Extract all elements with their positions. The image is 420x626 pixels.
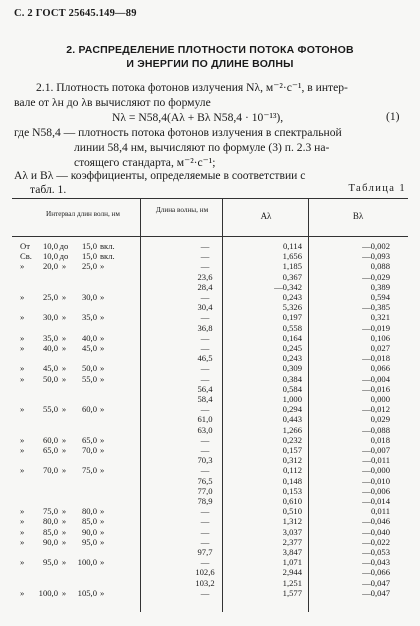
interval-prefix: » [20,516,25,527]
interval-to: 50,0 [81,363,97,374]
a-coefficient-cell: 0,114 [282,241,302,251]
interval-to-word: до [59,241,69,251]
table-row [12,496,408,506]
table-row [12,557,408,567]
b-coefficient-cell: 0,088 [370,261,390,272]
table-row [12,374,408,384]
table-label: Таблица 1 [348,183,406,194]
interval-to: 45,0 [81,343,97,353]
interval-from: 45,0 [42,363,58,374]
interval-to-word: » [61,557,67,568]
header-interval: Интервал длин волн, нм [46,210,120,218]
interval-prefix: » [20,465,25,476]
a-coefficient-cell: 0,610 [282,496,302,506]
table-row [12,414,408,424]
table-row [12,384,408,394]
a-coefficient-cell: 0,243 [282,292,302,302]
interval-suffix: » [100,261,105,272]
interval-to-word: » [61,445,67,455]
wavelength-cell: — [200,434,210,445]
wavelength-cell: — [200,536,210,547]
wavelength-cell: — [200,312,210,323]
interval-to: 40,0 [81,332,97,343]
table-row [12,323,408,333]
interval-prefix: » [20,373,25,384]
wavelength-cell: — [200,445,210,455]
table-row [12,567,408,577]
interval-from: 40,0 [42,343,58,353]
wavelength-cell: 58,4 [197,394,213,404]
wavelength-cell: 97,7 [197,547,213,557]
interval-suffix: » [100,343,105,353]
formula-1: Nλ = N58,4(Aλ + Bλ N58,4 · 10⁻¹³), [112,111,284,124]
b-coefficient-cell: —0,385 [362,302,390,313]
interval-from: 80,0 [42,516,58,527]
b-coefficient-cell: —0,011 [362,455,390,466]
b-coefficient-cell: —0,066 [362,567,390,578]
interval-to: 25,0 [81,261,97,272]
table-row [12,455,408,465]
b-coefficient-cell: —0,040 [362,526,390,537]
b-coefficient-cell: —0,006 [362,485,390,496]
interval-to: 70,0 [81,445,97,455]
interval-prefix: » [20,261,25,272]
wavelength-cell: — [200,506,210,517]
a-coefficient-cell: 0,510 [282,506,302,517]
wavelength-cell: — [200,526,210,537]
a-coefficient-cell: 0,164 [282,332,302,343]
a-coefficient-cell: 0,112 [282,465,302,476]
table-row [12,343,408,353]
table-row [12,302,408,312]
interval-to: 100,0 [77,557,97,568]
a-coefficient-cell: 0,232 [282,434,302,445]
table-header-rule [12,236,408,237]
b-coefficient-cell: 0,594 [370,292,390,302]
header-a: Aλ [260,211,272,221]
table-row [12,292,408,302]
b-coefficient-cell: —0,014 [362,496,390,506]
interval-prefix: » [20,587,25,598]
b-coefficient-cell: —0,016 [362,383,390,394]
a-coefficient-cell: 1,656 [282,251,302,262]
wavelength-cell: 30,4 [197,302,213,313]
interval-to: 75,0 [81,465,97,476]
interval-prefix: » [20,557,25,568]
where-line-5: табл. 1. [30,183,67,196]
a-coefficient-cell: 0,443 [282,414,302,425]
interval-suffix: » [100,445,105,455]
interval-to-word: » [61,373,67,384]
wavelength-cell: — [200,251,210,262]
interval-to-word: » [61,516,67,527]
table-row [12,547,408,557]
a-coefficient-cell: 3,037 [282,526,302,537]
table-row [12,486,408,496]
wavelength-cell: 56,4 [197,383,213,394]
interval-from: 10,0 [42,241,58,251]
a-coefficient-cell: —0,342 [274,281,302,292]
b-coefficient-cell: —0,019 [362,322,390,333]
wavelength-cell: — [200,261,210,272]
a-coefficient-cell: 0,312 [282,455,302,466]
b-coefficient-cell: 0,027 [370,343,390,353]
a-coefficient-cell: 0,309 [282,363,302,374]
b-coefficient-cell: —0,053 [362,547,390,557]
b-coefficient-cell: 0,000 [370,394,390,404]
interval-to-word: » [61,404,67,415]
wavelength-cell: 36,8 [197,322,213,333]
a-coefficient-cell: 1,071 [282,557,302,568]
wavelength-cell: — [200,373,210,384]
a-coefficient-cell: 0,558 [282,322,302,333]
table-row [12,527,408,537]
a-coefficient-cell: 1,000 [282,394,302,404]
b-coefficient-cell: 0,321 [370,312,390,323]
interval-from: 100,0 [38,587,58,598]
interval-to-word: » [61,526,67,537]
where-line-2: линии 58,4 нм, вычисляют по формуле (3) п. 2.3 на- [74,141,330,154]
a-coefficient-cell: 1,312 [282,516,302,527]
a-coefficient-cell: 0,197 [282,312,302,323]
wavelength-cell: 70,3 [197,455,213,466]
b-coefficient-cell: 0,066 [370,363,390,374]
wavelength-cell: 102,6 [195,567,215,578]
b-coefficient-cell: —0,029 [362,271,390,282]
table-row [12,435,408,445]
interval-suffix: » [100,373,105,384]
interval-suffix: » [100,434,105,445]
b-coefficient-cell: 0,106 [370,332,390,343]
a-coefficient-cell: 3,847 [282,547,302,557]
a-coefficient-cell: 0,584 [282,383,302,394]
table-row [12,506,408,516]
interval-suffix: » [100,465,105,476]
interval-from: 50,0 [42,373,58,384]
wavelength-cell: — [200,241,210,251]
interval-suffix: » [100,312,105,323]
interval-from: 25,0 [42,292,58,302]
table-row [12,404,408,414]
a-coefficient-cell: 0,157 [282,445,302,455]
b-coefficient-cell: —0,088 [362,424,390,435]
interval-prefix: » [20,363,25,374]
interval-prefix: » [20,332,25,343]
b-coefficient-cell: —0,007 [362,445,390,455]
a-coefficient-cell: 0,294 [282,404,302,415]
table-row [12,363,408,373]
interval-to-word: » [61,312,67,323]
b-coefficient-cell: —0,043 [362,557,390,568]
a-coefficient-cell: 1,577 [282,587,302,598]
table-row [12,353,408,363]
interval-prefix: » [20,526,25,537]
a-coefficient-cell: 0,245 [282,343,302,353]
a-coefficient-cell: 5,326 [282,302,302,313]
wavelength-cell: 76,5 [197,475,213,486]
interval-from: 55,0 [42,404,58,415]
b-coefficient-cell: —0,047 [362,577,390,588]
table-row [12,425,408,435]
interval-suffix: вкл. [100,251,115,262]
interval-suffix: » [100,587,105,598]
b-coefficient-cell: —0,012 [362,404,390,415]
b-coefficient-cell: —0,010 [362,475,390,486]
interval-to-word: » [61,506,67,517]
table-row [12,241,408,251]
wavelength-cell: 46,5 [197,353,213,364]
interval-to-word: » [61,587,67,598]
wavelength-cell: 78,9 [197,496,213,506]
formula-number: (1) [386,110,400,123]
interval-to: 90,0 [81,526,97,537]
interval-suffix: » [100,557,105,568]
interval-to: 15,0 [81,251,97,262]
interval-prefix: » [20,404,25,415]
where-line-3: стоящего стандарта, м⁻²·с⁻¹; [74,156,216,169]
wavelength-cell: — [200,292,210,302]
a-coefficient-cell: 0,384 [282,373,302,384]
interval-to-word: » [61,292,67,302]
table-row [12,312,408,322]
b-coefficient-cell: 0,029 [370,414,390,425]
interval-prefix: » [20,312,25,323]
interval-to: 80,0 [81,506,97,517]
wavelength-cell: 63,0 [197,424,213,435]
interval-prefix: » [20,445,25,455]
interval-to: 35,0 [81,312,97,323]
interval-from: 10,0 [42,251,58,262]
interval-to-word: » [61,434,67,445]
interval-suffix: » [100,526,105,537]
wavelength-cell: — [200,343,210,353]
interval-prefix: » [20,292,25,302]
interval-to-word: » [61,465,67,476]
interval-from: 75,0 [42,506,58,517]
interval-to: 85,0 [81,516,97,527]
where-line-1: где N58,4 — плотность потока фотонов излучения в спектральной [14,126,342,139]
interval-suffix: » [100,332,105,343]
interval-to: 55,0 [81,373,97,384]
b-coefficient-cell: —0,000 [362,465,390,476]
table-row [12,476,408,486]
interval-from: 30,0 [42,312,58,323]
a-coefficient-cell: 2,377 [282,536,302,547]
wavelength-cell: 77,0 [197,485,213,496]
a-coefficient-cell: 1,185 [282,261,302,272]
a-coefficient-cell: 1,266 [282,424,302,435]
interval-from: 35,0 [42,332,58,343]
interval-to-word: » [61,261,67,272]
wavelength-cell: 28,4 [197,281,213,292]
a-coefficient-cell: 0,153 [282,485,302,496]
interval-from: 85,0 [42,526,58,537]
interval-prefix: От [20,241,30,251]
interval-prefix: » [20,434,25,445]
wavelength-cell: 23,6 [197,271,213,282]
interval-from: 70,0 [42,465,58,476]
interval-suffix: » [100,516,105,527]
paragraph-line-1: 2.1. Плотность потока фотонов излучения Nλ, м⁻²·с⁻¹, в интер- [36,81,348,94]
interval-prefix: » [20,536,25,547]
table-row [12,261,408,271]
interval-prefix: Св. [20,251,32,262]
interval-to-word: » [61,536,67,547]
table-row [12,251,408,261]
table-row [12,394,408,404]
where-line-4: Aλ и Bλ — коэффициенты, определяемые в соответствии с [14,169,306,182]
interval-suffix: » [100,363,105,374]
section-title-line-1: 2. РАСПРЕДЕЛЕНИЕ ПЛОТНОСТИ ПОТОКА ФОТОНОВ [66,44,354,56]
table-row [12,333,408,343]
b-coefficient-cell: —0,002 [362,241,390,251]
b-coefficient-cell: 0,389 [370,281,390,292]
b-coefficient-cell: —0,093 [362,251,390,262]
table-row [12,588,408,598]
a-coefficient-cell: 2,944 [282,567,302,578]
a-coefficient-cell: 0,367 [282,271,302,282]
b-coefficient-cell: —0,018 [362,353,390,364]
interval-to: 105,0 [77,587,97,598]
b-coefficient-cell: 0,018 [370,434,390,445]
b-coefficient-cell: —0,046 [362,516,390,527]
interval-from: 65,0 [42,445,58,455]
header-b: Bλ [352,211,364,221]
wavelength-cell: — [200,587,210,598]
interval-to: 60,0 [81,404,97,415]
section-title-line-2: И ЭНЕРГИИ ПО ДЛИНЕ ВОЛНЫ [126,58,294,70]
b-coefficient-cell: —0,022 [362,536,390,547]
interval-to-word: » [61,343,67,353]
table-top-rule [12,198,408,199]
table-row [12,537,408,547]
b-coefficient-cell: —0,047 [362,587,390,598]
wavelength-cell: — [200,557,210,568]
table-row [12,272,408,282]
interval-suffix: » [100,536,105,547]
wavelength-cell: 103,2 [195,577,215,588]
interval-suffix: вкл. [100,241,115,251]
wavelength-cell: — [200,363,210,374]
table-row [12,465,408,475]
interval-from: 60,0 [42,434,58,445]
interval-suffix: » [100,506,105,517]
interval-to: 30,0 [81,292,97,302]
interval-suffix: » [100,404,105,415]
a-coefficient-cell: 0,243 [282,353,302,364]
header-wavelength: Длина волны, нм [155,206,209,214]
page-header: С. 2 ГОСТ 25645.149—89 [14,8,137,19]
table-row [12,578,408,588]
table-row [12,282,408,292]
interval-to: 15,0 [81,241,97,251]
interval-from: 90,0 [42,536,58,547]
table-row [12,516,408,526]
a-coefficient-cell: 1,251 [282,577,302,588]
interval-prefix: » [20,343,25,353]
b-coefficient-cell: —0,004 [362,373,390,384]
interval-prefix: » [20,506,25,517]
wavelength-cell: 61,0 [197,414,213,425]
table-row [12,445,408,455]
b-coefficient-cell: 0,011 [370,506,390,517]
interval-to-word: до [59,251,69,262]
wavelength-cell: — [200,404,210,415]
interval-from: 95,0 [42,557,58,568]
interval-to-word: » [61,363,67,374]
interval-to-word: » [61,332,67,343]
a-coefficient-cell: 0,148 [282,475,302,486]
interval-to: 95,0 [81,536,97,547]
wavelength-cell: — [200,465,210,476]
wavelength-cell: — [200,516,210,527]
wavelength-cell: — [200,332,210,343]
interval-to: 65,0 [81,434,97,445]
paragraph-line-2: вале от λн до λв вычисляют по формуле [14,96,211,109]
interval-suffix: » [100,292,105,302]
interval-from: 20,0 [42,261,58,272]
